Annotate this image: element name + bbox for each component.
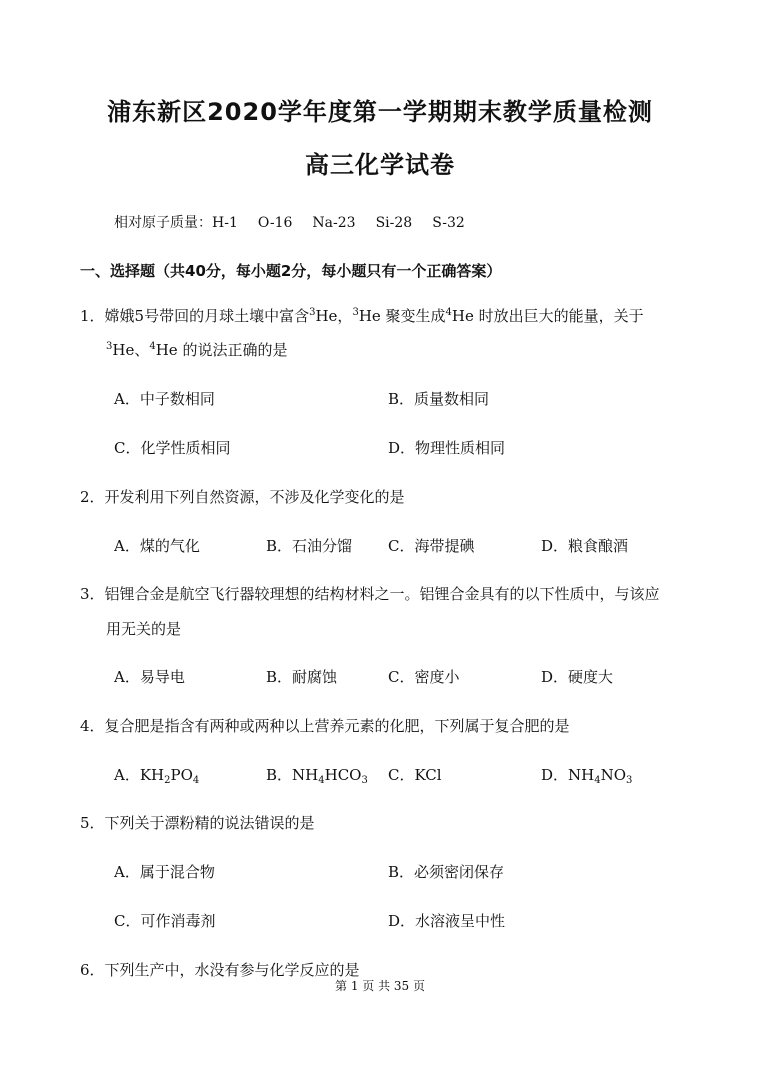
question-number: 2． <box>80 488 105 506</box>
question-3: 3．铝锂合金是航空飞行器较理想的结构材料之一。铝锂合金具有的以下性质中，与该应 <box>80 585 660 603</box>
question-1-continued: $^3$He、$^4$He 的说法正确的是 <box>106 341 288 359</box>
atomic-mass-na: Na-23 <box>312 215 356 231</box>
atomic-mass-s: S-32 <box>432 215 465 231</box>
q5-option-b: B．必须密闭保存 <box>388 863 505 881</box>
q3-option-b: B．耐腐蚀 <box>266 668 338 686</box>
q2-option-c: C．海带提碘 <box>388 537 475 555</box>
question-number: 1． <box>80 307 105 325</box>
question-number: 4． <box>80 717 105 735</box>
q4-option-a: A．$KH_2PO_4$ <box>114 766 200 786</box>
question-2: 2．开发利用下列自然资源，不涉及化学变化的是 <box>80 488 405 506</box>
q1-option-a: A．中子数相同 <box>114 390 215 408</box>
question-3-continued: 用无关的是 <box>106 620 182 638</box>
q4-option-c: C．KCl <box>388 766 442 784</box>
page-footer: 第 1 页 共 35 页 <box>335 979 425 993</box>
q1-option-b: B．质量数相同 <box>388 390 490 408</box>
question-6: 6．下列生产中，水没有参与化学反应的是 <box>80 961 360 979</box>
atomic-masses <box>114 212 485 232</box>
question-number: 3． <box>80 585 105 603</box>
question-4: 4．复合肥是指含有两种或两种以上营养元素的化肥，下列属于复合肥的是 <box>80 717 570 735</box>
question-1: 1．嫦娥5号带回的月球土壤中富含$^3$He，$^3$He 聚变生成$^4$He 时放出巨大的能量，关于 <box>80 307 644 325</box>
q4-option-d: D．$NH_4NO_3$ <box>541 766 633 786</box>
q1-option-d: D．物理性质相同 <box>388 439 506 457</box>
q5-option-d: D．水溶液呈中性 <box>388 912 506 930</box>
question-5: 5．下列关于漂粉精的说法错误的是 <box>80 814 315 832</box>
q2-option-b: B．石油分馏 <box>266 537 353 555</box>
q4-option-b: B．$NH_4HCO_3$ <box>266 766 368 786</box>
q2-option-d: D．粮食酿酒 <box>541 537 629 555</box>
question-number: 6． <box>80 961 105 979</box>
q2-option-a: A．煤的气化 <box>114 537 200 555</box>
q5-option-a: A．属于混合物 <box>114 863 215 881</box>
section-heading: 一、选择题（共40分，每小题2分，每小题只有一个正确答案） <box>80 262 502 280</box>
q1-option-c: C．化学性质相同 <box>114 439 231 457</box>
question-number: 5． <box>80 814 105 832</box>
atomic-masses-label: 相对原子质量： <box>114 215 212 231</box>
exam-subtitle: 高三化学试卷 <box>305 151 455 179</box>
q3-option-d: D．硬度大 <box>541 668 614 686</box>
atomic-mass-si: Si-28 <box>375 215 413 231</box>
exam-title: 浦东新区2020学年度第一学期期末教学质量检测 <box>107 98 653 126</box>
q3-option-c: C．密度小 <box>388 668 460 686</box>
atomic-mass-o: O-16 <box>257 215 293 231</box>
q3-option-a: A．易导电 <box>114 668 185 686</box>
atomic-mass-h: H-1 <box>212 215 238 231</box>
q5-option-c: C．可作消毒剂 <box>114 912 216 930</box>
